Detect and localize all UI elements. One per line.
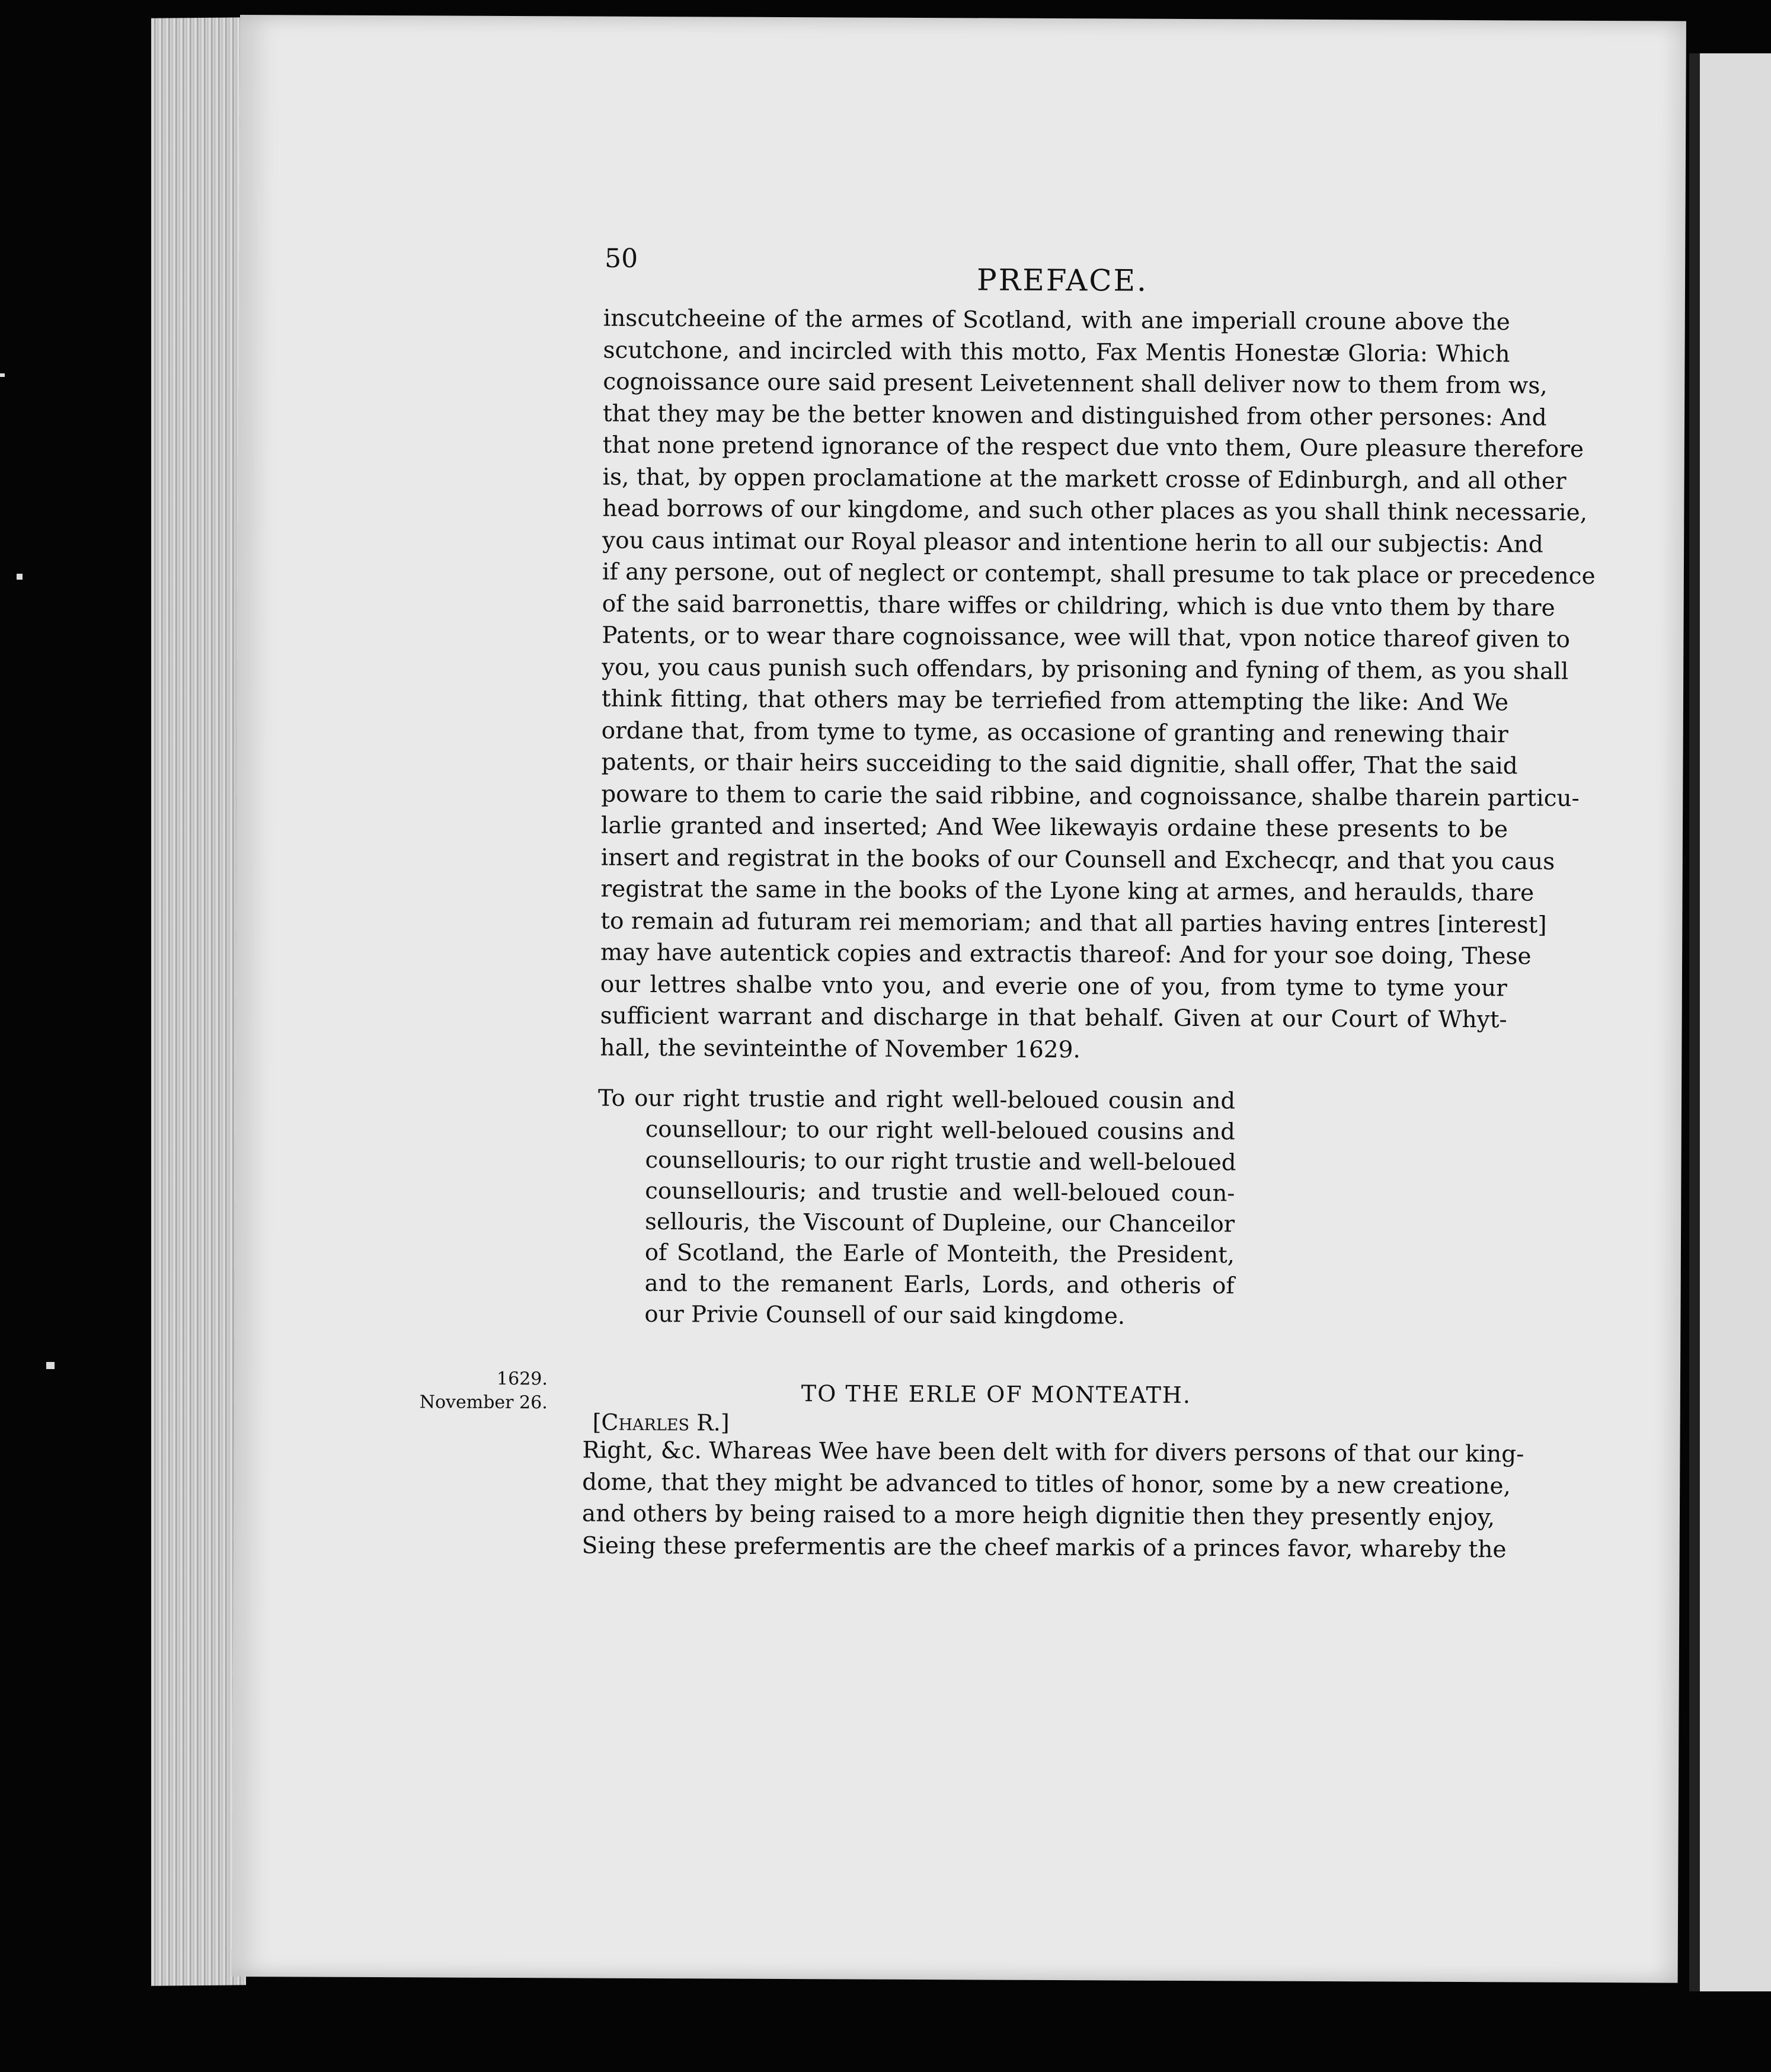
text-line: insert and registrat in the books of our Counsell and Exchecqr, and that you caus [600, 844, 1555, 875]
text-line: inscutcheeine of the armes of Scotland, with ane imperiall croune above the [603, 305, 1510, 336]
address-line: To our right trustie and right well-beloued cousin and [597, 1085, 1236, 1115]
address-line: counsellouris; to our right trustie and well-beloued [645, 1147, 1236, 1176]
margin-year: 1629. [497, 1368, 548, 1390]
running-head: PREFACE. [976, 263, 1149, 298]
signature-charles: [Charles R.] [592, 1409, 730, 1436]
address-block [597, 1083, 1235, 1333]
text-line: you, you caus punish such offendars, by prisoning and fyning of them, as you shall [602, 654, 1569, 685]
text-line: patents, or thair heirs succeiding to the said dignitie, shall offer, That the said [601, 749, 1518, 780]
text-line: sufficient warrant and discharge in that behalf. Given at our Court of Whyt- [600, 1002, 1507, 1034]
margin-date-note [420, 1367, 548, 1415]
text-line: to remain ad futuram rei memoriam; and that all parties having entres [interest] [600, 907, 1547, 939]
text-line: Right, &c. Whareas Wee have been delt with for divers persons of that our king- [582, 1437, 1524, 1468]
text-line: that they may be the better knowen and distinguished from other persones: And [602, 400, 1547, 431]
text-line: poware to them to carie the said ribbine, and cognoissance, shalbe tharein particu- [601, 781, 1580, 812]
text-line: may have autentick copies and extractis thareof: And for your soe doing, These [600, 939, 1532, 970]
text-line: ordane that, from tyme to tyme, as occasione of granting and renewing thair [601, 717, 1508, 748]
text-line: Patents, or to wear thare cognoissance, wee will that, vpon notice thareof given to [602, 622, 1571, 653]
text-line: registrat the same in the books of the Lyone king at armes, and heraulds, thare [600, 875, 1535, 907]
margin-date: November 26. [419, 1392, 548, 1414]
text-line: larlie granted and inserted; And Wee likewayis ordaine these presents to be [600, 812, 1508, 843]
address-line: our Privie Counsell of our said kingdome. [644, 1300, 1126, 1330]
text-line: dome, that they might be advanced to titles of honor, some by a new creatione, [582, 1469, 1511, 1499]
scan-speck [0, 373, 5, 377]
page-gutter-shadow [1689, 53, 1700, 1991]
text-line: head borrows of our kingdome, and such other places as you shall think necessarie, [602, 495, 1588, 526]
text-line: and others by being raised to a more heigh dignitie then they presently enjoy, [581, 1500, 1495, 1531]
address-line: sellouris, the Viscount of Dupleine, our Chanceilor [645, 1208, 1235, 1238]
facing-page-edge [1692, 53, 1771, 1991]
address-line: counsellour; to our right well-beloued cousins and [645, 1116, 1235, 1146]
text-line: cognoissance oure said present Leivetennent shall deliver now to them from ws, [603, 368, 1548, 399]
page-edges [151, 17, 246, 1985]
text-line: Sieing these prefermentis are the cheef markis of a princes favor, whareby the [581, 1532, 1507, 1563]
text-line: if any persone, out of neglect or contempt, shall presume to tak place or precedence [602, 558, 1596, 590]
section-heading: TO THE ERLE OF MONTEATH. [801, 1380, 1192, 1409]
text-line: scutchone, and incircled with this motto, Fax Mentis Honestæ Gloria: Which [603, 337, 1510, 367]
scan-speck [17, 574, 23, 580]
text-line: is, that, by oppen proclamatione at the markett crosse of Edinburgh, and all other [602, 463, 1567, 495]
text-line: our lettres shalbe vnto you, and everie one of you, from tyme to tyme your [600, 971, 1507, 1002]
text-line: of the said barronettis, thare wiffes or childring, which is due vnto them by thare [602, 590, 1555, 622]
page-number: 50 [605, 243, 638, 274]
text-line: think fitting, that others may be terriefied from attempting the like: And We [601, 685, 1509, 717]
text-line: you caus intimat our Royal pleasor and intentione herin to all our subjectis: And [602, 527, 1543, 558]
address-line: of Scotland, the Earle of Monteith, the President, [644, 1239, 1235, 1269]
address-line: and to the remanent Earls, Lords, and otheris of [644, 1270, 1235, 1300]
text-line: that none pretend ignorance of the respect due vnto them, Oure pleasure therefore [602, 431, 1584, 463]
text-line: hall, the sevinteinthe of November 1629. [600, 1034, 1080, 1063]
address-line: counsellouris; and trustie and well-beloued coun- [645, 1178, 1235, 1207]
book-page [232, 15, 1686, 1983]
scan-speck [46, 1362, 55, 1369]
